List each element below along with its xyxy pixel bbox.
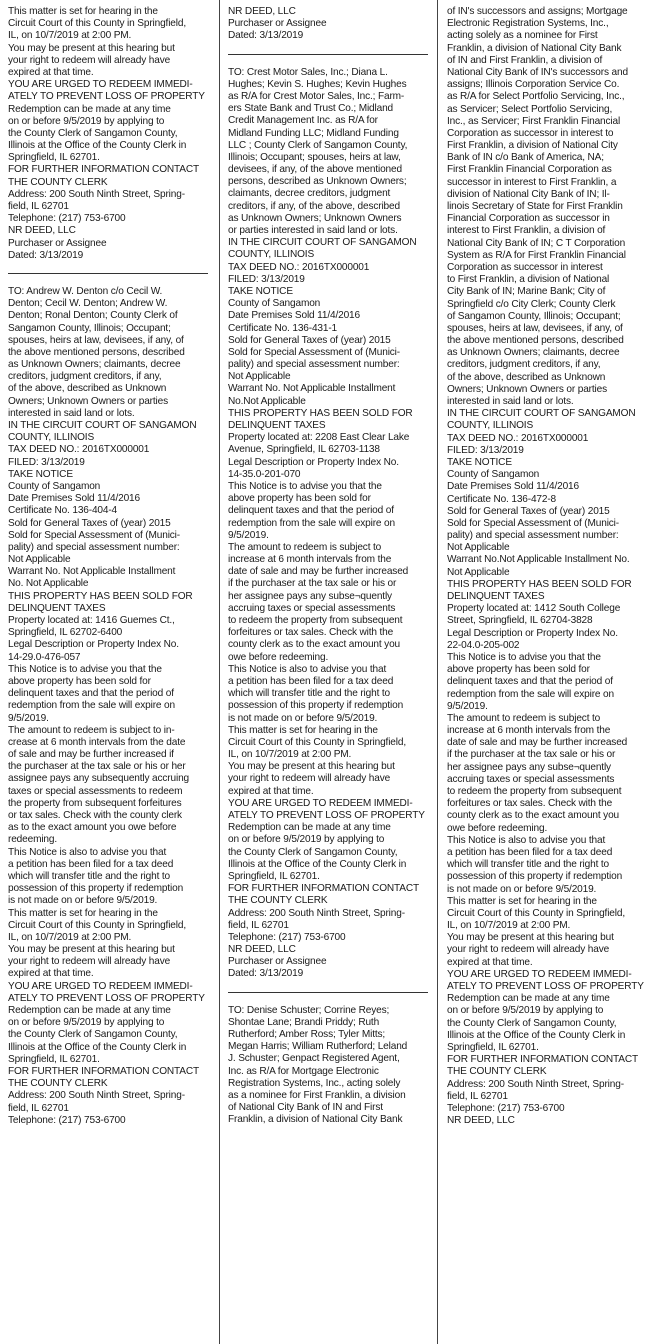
notice-text-line: Not Applicable bbox=[447, 542, 510, 554]
notice-text-line: possession of this property if redemption bbox=[8, 883, 184, 895]
notice-text-line: your right to redeem will already have bbox=[447, 944, 610, 956]
notice-text-line: Illinois at the Office of the County Clerk in bbox=[447, 1029, 626, 1041]
notice-text-line: YOU ARE URGED TO REDEEM IMMEDI- bbox=[8, 79, 193, 91]
notice-text-line: the County Clerk of Sangamon County, bbox=[8, 1029, 178, 1041]
notice-text-line: TAX DEED NO.: 2016TX000001 bbox=[447, 432, 589, 444]
notice-text-line: Corporation as successor in interest bbox=[447, 261, 603, 273]
notice-text-line: the purchaser at the tax sale or his or her bbox=[8, 761, 186, 773]
notice-text-line: IN THE CIRCUIT COURT OF SANGAMON bbox=[228, 237, 417, 249]
notice-text-line: IL, on 10/7/2019 at 2:00 PM. bbox=[447, 920, 571, 932]
notice-text-line: Legal Description or Property Index No. bbox=[228, 456, 399, 468]
notice-text-line: This Notice is also to advise you that bbox=[8, 846, 167, 858]
notice-text-line: crease at 6 month intervals from the date bbox=[8, 736, 186, 748]
notice-text-line: Certificate No. 136-431-1 bbox=[228, 322, 338, 334]
notice-text-line: 22-04.0-205-002 bbox=[447, 639, 520, 651]
notice-text-line: Sold for General Taxes of (year) 2015 bbox=[447, 505, 610, 517]
notice-text-line: Springfield, IL 62701. bbox=[8, 1053, 100, 1065]
notice-text-line: County of Sangamon bbox=[447, 469, 540, 481]
notice-text-line: You may be present at this hearing but bbox=[8, 42, 175, 54]
notice-text-line: IN THE CIRCUIT COURT OF SANGAMON bbox=[447, 408, 636, 420]
notice-text-line: Address: 200 South Ninth Street, Spring- bbox=[8, 188, 185, 200]
notice-text-line: Illinois at the Office of the County Clerk in bbox=[8, 140, 187, 152]
notice-text-line: ATELY TO PREVENT LOSS OF PROPERTY bbox=[8, 992, 205, 1004]
notice-text-line: as Unknown Owners; Unknown Owners bbox=[228, 212, 402, 224]
notice-text-line: forfeitures or tax sales. Check with the bbox=[228, 627, 394, 639]
notice-text-line: IL, on 10/7/2019 at 2:00 PM. bbox=[228, 749, 352, 761]
notice-text-line: Inc., as Servicer; First Franklin Financial bbox=[447, 115, 621, 127]
notice-text-line: a petition has been filed for a tax deed bbox=[447, 846, 613, 858]
notice-text-line: field, IL 62701 bbox=[8, 201, 69, 212]
notice-text-line: pality) and special assessment number: bbox=[228, 359, 400, 371]
notice-text-line: your right to redeem will already have bbox=[8, 54, 171, 66]
notice-text-line: the above mentioned persons, described bbox=[447, 335, 624, 347]
notice-text-line: Certificate No. 136-404-4 bbox=[8, 505, 118, 517]
notice-text-line: National City Bank of IN; C T Corporation bbox=[447, 237, 626, 249]
notice-text-line: FOR FURTHER INFORMATION CONTACT bbox=[447, 1054, 639, 1066]
notice-text-line: NR DEED, LLC bbox=[228, 944, 296, 956]
notice-text-line: on or before 9/5/2019 by applying to bbox=[228, 834, 385, 846]
notice-text-line: THIS PROPERTY HAS BEEN SOLD FOR bbox=[447, 578, 632, 590]
notice-text-line: The amount to redeem is subject to bbox=[228, 541, 382, 553]
notice-text-line: accruing taxes or special assessments bbox=[447, 773, 615, 785]
notice-column-1 bbox=[8, 6, 212, 1127]
notice-text-line: Illinois at the Office of the County Clerk in bbox=[8, 1041, 187, 1053]
notice-text-line: Redemption can be made at any time bbox=[228, 822, 391, 834]
notice-text-line: increase at 6 month intervals from the bbox=[447, 725, 611, 737]
notice-text-line: This Notice is also to advise you that bbox=[228, 663, 387, 675]
notice-text-line: Franklin, a division of National City Bank bbox=[228, 1114, 403, 1126]
notice-text-line: the County Clerk of Sangamon County, bbox=[8, 127, 178, 139]
legal-notice-block bbox=[8, 286, 212, 1127]
notice-text-line: date of sale and may be further increased bbox=[447, 737, 628, 749]
notice-text-line: Warrant No.Not Applicable Installment No. bbox=[447, 554, 630, 566]
notice-text-line: your right to redeem will already have bbox=[8, 956, 171, 968]
notice-text-line: LLC ; County Clerk of Sangamon County, bbox=[228, 139, 408, 151]
notice-text-line: Not Applicable bbox=[228, 371, 291, 383]
notice-text-line: Date Premises Sold 11/4/2016 bbox=[8, 493, 140, 505]
notice-text-line: THE COUNTY CLERK bbox=[8, 1078, 108, 1090]
notice-text-line: spouses, heirs at law, devisees, if any, of bbox=[8, 334, 184, 346]
notice-text-line: Springfield, IL 62702-6400 bbox=[8, 627, 123, 639]
notice-text-line: accruing taxes or special assessments bbox=[228, 602, 396, 614]
notice-text-line: on or before 9/5/2019 by applying to bbox=[8, 1017, 165, 1029]
notice-text-line: Sangamon County, Illinois; Occupant; bbox=[8, 322, 171, 334]
notice-text-line: Purchaser or Assignee bbox=[228, 18, 327, 30]
notice-text-line: Owners; Unknown Owners or parties bbox=[447, 383, 607, 395]
notice-text-line: Property located at: 1416 Guemes Ct., bbox=[8, 615, 175, 626]
notice-text-line: Megan Harris; William Rutherford; Leland bbox=[228, 1041, 408, 1053]
notice-text-line: or parties interested in said land or lots. bbox=[228, 225, 398, 236]
legal-notice-block bbox=[8, 6, 212, 262]
notice-text-line: Registration Systems, Inc., acting solely bbox=[228, 1077, 401, 1089]
notice-text-line: assigns; Illinois Corporation Service Co. bbox=[447, 79, 620, 91]
notice-text-line: This matter is set for hearing in the bbox=[8, 907, 158, 919]
legal-notice-block bbox=[228, 6, 432, 43]
notice-text-line: County of Sangamon bbox=[228, 298, 321, 310]
notice-text-line: TO: Andrew W. Denton c/o Cecil W. bbox=[8, 285, 163, 297]
notice-text-line: field, IL 62701 bbox=[8, 1102, 69, 1114]
notice-text-line: to First Franklin, a division of National bbox=[447, 274, 610, 286]
notice-text-line: 14-35.0-201-070 bbox=[228, 468, 301, 480]
notice-separator-rule bbox=[8, 273, 208, 274]
notice-text-line: of the above, described as Unknown bbox=[8, 383, 167, 395]
notice-text-line: Redemption can be made at any time bbox=[8, 1005, 171, 1016]
notice-text-line: the above mentioned persons, described bbox=[8, 346, 185, 358]
notice-text-line: Property located at: 1412 South College bbox=[447, 603, 621, 615]
notice-text-line: J. Schuster; Genpact Registered Agent, bbox=[228, 1053, 400, 1065]
notice-text-line: which will transfer title and the right to bbox=[447, 859, 610, 871]
notice-text-line: Credit Management Inc. as R/A for bbox=[228, 115, 378, 127]
notice-text-line: You may be present at this hearing but bbox=[228, 761, 395, 773]
notice-text-line: First Franklin Financial Corporation as bbox=[447, 164, 612, 176]
notice-text-line: Sold for Special Assessment of (Munici- bbox=[228, 346, 400, 358]
notice-text-line: THE COUNTY CLERK bbox=[228, 895, 328, 907]
notice-text-line: TAX DEED NO.: 2016TX000001 bbox=[228, 261, 370, 273]
notice-text-line: Springfield, IL 62701. bbox=[8, 152, 100, 164]
notice-text-line: owe before redeeming. bbox=[228, 651, 329, 663]
notice-text-line: pality) and special assessment number: bbox=[8, 541, 180, 553]
notice-text-line: Financial Corporation as successor in bbox=[447, 213, 610, 225]
notice-text-line: Sold for General Taxes of (year) 2015 bbox=[228, 334, 391, 346]
notice-text-line: increase at 6 month intervals from the bbox=[228, 554, 392, 566]
notice-text-line: Franklin, a division of National City Bank bbox=[447, 42, 622, 54]
notice-text-line: ATELY TO PREVENT LOSS OF PROPERTY bbox=[8, 91, 205, 103]
notice-text-line: Sold for Special Assessment of (Munici- bbox=[8, 529, 180, 541]
notice-text-line: This matter is set for hearing in the bbox=[447, 895, 597, 907]
notice-text-line: Property located at: 2208 East Clear Lake bbox=[228, 432, 410, 444]
notice-text-line: Dated: 3/13/2019 bbox=[8, 249, 84, 261]
notice-text-line: claimants, decree creditors, judgment bbox=[228, 188, 391, 200]
notice-text-line: System as R/A for First Franklin Financial bbox=[447, 249, 626, 261]
notice-text-line: the property from subsequent forfeitures bbox=[8, 797, 182, 809]
notice-text-line: to redeem the property from subsequent bbox=[447, 786, 622, 797]
notice-text-line: your right to redeem will already have bbox=[228, 773, 391, 785]
notice-text-line: as Unknown Owners; claimants, decree bbox=[447, 347, 620, 359]
notice-text-line: of Sangamon County, Illinois; Occupant; bbox=[447, 310, 621, 322]
notice-text-line: Circuit Court of this County in Springfield, bbox=[228, 736, 406, 748]
notice-text-line: You may be present at this hearing but bbox=[8, 944, 175, 956]
notice-text-line: Redemption can be made at any time bbox=[447, 993, 610, 1005]
legal-notice-block bbox=[447, 6, 651, 1127]
notice-text-line: if the purchaser at the tax sale or his or bbox=[447, 749, 616, 761]
notice-text-line: redemption from the sale will expire on bbox=[8, 700, 175, 712]
notice-text-line: Electronic Registration Systems, Inc., bbox=[447, 18, 609, 30]
notice-text-line: of the above, described as Unknown bbox=[447, 371, 606, 383]
notice-text-line: assignee pays any subsequently accruing bbox=[8, 773, 190, 785]
notice-text-line: County of Sangamon bbox=[8, 480, 101, 492]
notice-text-line: or tax sales. Check with the county clerk bbox=[8, 810, 182, 821]
notice-text-line: expired at that time. bbox=[8, 968, 94, 980]
notice-text-line: as Unknown Owners; claimants, decree bbox=[8, 359, 181, 371]
notice-text-line: creditors, judgment creditors, if any, bbox=[8, 371, 162, 383]
notice-text-line: This Notice is to advise you that the bbox=[447, 651, 601, 663]
notice-text-line: date of sale and may be further increased bbox=[228, 566, 409, 578]
notice-text-line: COUNTY, ILLINOIS bbox=[228, 249, 315, 261]
notice-text-line: Springfield c/o City Clerk; County Clerk bbox=[447, 298, 616, 310]
notice-text-line: NR DEED, LLC bbox=[8, 225, 76, 237]
notice-text-line: above property has been sold for bbox=[228, 493, 371, 505]
notice-text-line: owe before redeeming. bbox=[447, 822, 548, 834]
notice-text-line: delinquent taxes and that the period of bbox=[228, 505, 394, 517]
notice-text-line: above property has been sold for bbox=[8, 675, 151, 687]
notice-text-line: FILED: 3/13/2019 bbox=[228, 273, 305, 285]
notice-text-line: Not Applicable bbox=[447, 566, 510, 578]
notice-text-line: This Notice is to advise you that the bbox=[8, 663, 162, 675]
notice-text-line: Dated: 3/13/2019 bbox=[228, 30, 304, 42]
notice-text-line: Bank of IN c/o Bank of America, NA; bbox=[447, 152, 604, 164]
column-divider bbox=[437, 0, 438, 1344]
notice-text-line: 9/5/2019. bbox=[228, 529, 269, 541]
notice-text-line: as to the exact amount you owe before bbox=[8, 822, 177, 834]
notice-text-line: spouses, heirs at law, devisees, if any, of bbox=[447, 322, 623, 334]
notice-text-line: Address: 200 South Ninth Street, Spring- bbox=[8, 1090, 185, 1102]
notice-text-line: Address: 200 South Ninth Street, Spring- bbox=[447, 1078, 624, 1090]
notice-text-line: is not made on or before 9/5/2019. bbox=[228, 712, 378, 724]
notice-text-line: county clerk as to the exact amount you bbox=[228, 639, 401, 651]
notice-text-line: as a nominee for First Franklin, a division bbox=[228, 1089, 406, 1101]
notice-text-line: DELINQUENT TAXES bbox=[447, 591, 545, 602]
notice-text-line: devisees, if any, of the above mentioned bbox=[228, 164, 402, 176]
notice-text-line: of IN's successors and assigns; Mortgage bbox=[447, 6, 628, 17]
notice-text-line: above property has been sold for bbox=[447, 664, 590, 676]
notice-text-line: Street, Springfield, IL 62704-3828 bbox=[447, 615, 593, 627]
notice-text-line: Date Premises Sold 11/4/2016 bbox=[447, 481, 579, 493]
notice-text-line: which will transfer title and the right to bbox=[8, 870, 171, 882]
notice-text-line: interested in said land or lots. bbox=[447, 396, 574, 407]
notice-text-line: Address: 200 South Ninth Street, Spring- bbox=[228, 907, 405, 919]
notice-text-line: DELINQUENT TAXES bbox=[228, 420, 326, 431]
column-divider bbox=[219, 0, 220, 1344]
notice-text-line: to redeem the property from subsequent bbox=[228, 615, 403, 626]
notice-text-line: TAKE NOTICE bbox=[8, 468, 73, 480]
notice-text-line: county clerk as to the exact amount you bbox=[447, 810, 620, 822]
notice-text-line: TAKE NOTICE bbox=[447, 456, 512, 468]
notice-text-line: NR DEED, LLC bbox=[447, 1115, 515, 1127]
notice-text-line: Certificate No. 136-472-8 bbox=[447, 493, 557, 505]
notice-column-2 bbox=[228, 6, 432, 1127]
notice-text-line: Rutherford; Amber Ross; Tyler Mitts; bbox=[228, 1029, 386, 1040]
notice-text-line: persons, described as Unknown Owners; bbox=[228, 176, 407, 188]
notice-text-line: First Franklin, a division of National City bbox=[447, 140, 618, 152]
notice-text-line: her assignee pays any subse¬quently bbox=[447, 761, 611, 773]
notice-text-line: This matter is set for hearing in the bbox=[8, 6, 158, 17]
notice-text-line: as R/A for Select Portfolio Servicing, Inc., bbox=[447, 91, 625, 103]
notice-text-line: Purchaser or Assignee bbox=[8, 237, 107, 249]
notice-text-line: redemption from the sale will expire on bbox=[228, 517, 395, 529]
notice-text-line: THIS PROPERTY HAS BEEN SOLD FOR bbox=[228, 407, 413, 419]
notice-text-line: No.Not Applicable bbox=[228, 395, 306, 407]
notice-text-line: the County Clerk of Sangamon County, bbox=[447, 1017, 617, 1029]
notice-text-line: Illinois; Occupant; spouses, heirs at law, bbox=[228, 151, 401, 163]
notice-text-line: Inc. as R/A for Mortgage Electronic bbox=[228, 1065, 379, 1077]
notice-text-line: THE COUNTY CLERK bbox=[447, 1066, 547, 1078]
notice-text-line: interest to First Franklin, a division of bbox=[447, 225, 606, 237]
notice-text-line: The amount to redeem is subject to bbox=[447, 712, 601, 724]
notice-text-line: of National City Bank of IN and First bbox=[228, 1102, 383, 1114]
notice-text-line: field, IL 62701 bbox=[447, 1090, 508, 1102]
notice-text-line: IL, on 10/7/2019 at 2:00 PM. bbox=[8, 931, 132, 943]
notice-text-line: pality) and special assessment number: bbox=[447, 530, 619, 542]
notice-text-line: City Bank of IN; Marine Bank; City of bbox=[447, 286, 606, 298]
notice-text-line: COUNTY, ILLINOIS bbox=[447, 420, 534, 432]
notice-text-line: field, IL 62701 bbox=[228, 919, 289, 931]
notice-text-line: expired at that time. bbox=[8, 66, 94, 78]
notice-text-line: Hughes; Kevin S. Hughes; Kevin Hughes bbox=[228, 78, 407, 90]
notice-column-3 bbox=[447, 6, 651, 1127]
notice-text-line: Legal Description or Property Index No. bbox=[8, 639, 179, 651]
notice-text-line: division of National City Bank of IN; Il- bbox=[447, 188, 610, 200]
notice-text-line: of sale and may be further increased if bbox=[8, 749, 174, 761]
notice-separator-rule bbox=[228, 992, 428, 993]
notice-text-line: COUNTY, ILLINOIS bbox=[8, 432, 95, 444]
notice-text-line: Telephone: (217) 753-6700 bbox=[8, 213, 126, 225]
notice-text-line: Avenue, Springfield, IL 62703-1138 bbox=[228, 444, 380, 456]
notice-text-line: her assignee pays any subse¬quently bbox=[228, 590, 392, 602]
notice-text-line: Purchaser or Assignee bbox=[228, 956, 327, 968]
notice-text-line: DELINQUENT TAXES bbox=[8, 602, 106, 614]
notice-text-line: National City Bank of IN's successors and bbox=[447, 66, 628, 78]
notice-text-line: FILED: 3/13/2019 bbox=[8, 456, 85, 468]
legal-notice-block bbox=[228, 1005, 432, 1127]
notice-text-line: TAX DEED NO.: 2016TX000001 bbox=[8, 444, 150, 456]
notice-text-line: Dated: 3/13/2019 bbox=[228, 968, 304, 980]
notice-text-line: Springfield, IL 62701. bbox=[447, 1041, 539, 1053]
notice-text-line: on or before 9/5/2019 by applying to bbox=[447, 1005, 604, 1017]
notice-text-line: Telephone: (217) 753-6700 bbox=[8, 1114, 126, 1126]
notice-text-line: YOU ARE URGED TO REDEEM IMMEDI- bbox=[228, 797, 413, 809]
notice-text-line: of IN and First Franklin, a division of bbox=[447, 54, 603, 66]
notice-text-line: Telephone: (217) 753-6700 bbox=[447, 1102, 565, 1114]
notice-text-line: if the purchaser at the tax sale or his or bbox=[228, 578, 397, 590]
notice-text-line: Owners; Unknown Owners or parties bbox=[8, 395, 168, 407]
notice-text-line: No. Not Applicable bbox=[8, 578, 89, 590]
notice-text-line: You may be present at this hearing but bbox=[447, 932, 614, 944]
notice-text-line: This Notice is to advise you that the bbox=[228, 480, 382, 492]
notice-text-line: TO: Crest Motor Sales, Inc.; Diana L. bbox=[228, 66, 388, 78]
notice-text-line: Midland Funding LLC; Midland Funding bbox=[228, 127, 399, 139]
notice-text-line: creditors, if any, of the above, described bbox=[228, 200, 400, 212]
notice-text-line: Warrant No. Not Applicable Installment bbox=[228, 383, 396, 395]
notice-text-line: Circuit Court of this County in Springfield, bbox=[8, 18, 186, 30]
notice-text-line: 14-29.0-476-057 bbox=[8, 651, 81, 663]
notice-text-line: expired at that time. bbox=[447, 956, 533, 968]
notice-text-line: redeeming. bbox=[8, 834, 57, 846]
notice-text-line: FILED: 3/13/2019 bbox=[447, 444, 524, 456]
notice-text-line: ATELY TO PREVENT LOSS OF PROPERTY bbox=[228, 810, 425, 821]
notice-text-line: Shontae Lane; Brandi Priddy; Ruth bbox=[228, 1016, 380, 1028]
notice-text-line: a petition has been filed for a tax deed bbox=[8, 858, 174, 870]
notice-text-line: This matter is set for hearing in the bbox=[228, 724, 378, 736]
notice-text-line: YOU ARE URGED TO REDEEM IMMEDI- bbox=[447, 968, 632, 980]
notice-text-line: is not made on or before 9/5/2019. bbox=[8, 895, 158, 907]
notice-text-line: Circuit Court of this County in Springfield, bbox=[8, 919, 186, 931]
notice-text-line: Corporation as successor in interest to bbox=[447, 127, 614, 139]
notice-text-line: as R/A for Crest Motor Sales, Inc.; Farm- bbox=[228, 90, 405, 102]
notice-text-line: successor in interest to First Franklin, a bbox=[447, 176, 617, 188]
notice-text-line: IL, on 10/7/2019 at 2:00 PM. bbox=[8, 30, 132, 42]
notice-text-line: FOR FURTHER INFORMATION CONTACT bbox=[8, 1065, 200, 1077]
notice-text-line: Denton; Cecil W. Denton; Andrew W. bbox=[8, 298, 168, 310]
notice-text-line: linois Secretary of State for First Franklin bbox=[447, 201, 623, 212]
notice-text-line: Date Premises Sold 11/4/2016 bbox=[228, 310, 360, 322]
notice-text-line: creditors, judgment creditors, if any, bbox=[447, 359, 601, 371]
notice-text-line: which will transfer title and the right to bbox=[228, 688, 391, 700]
notice-text-line: interested in said land or lots. bbox=[8, 407, 135, 419]
notice-text-line: THE COUNTY CLERK bbox=[8, 176, 108, 188]
legal-notice-block bbox=[228, 67, 432, 981]
notice-text-line: IN THE CIRCUIT COURT OF SANGAMON bbox=[8, 420, 197, 431]
notice-text-line: The amount to redeem is subject to in- bbox=[8, 724, 175, 736]
notice-text-line: ATELY TO PREVENT LOSS OF PROPERTY bbox=[447, 981, 644, 992]
notice-text-line: Telephone: (217) 753-6700 bbox=[228, 931, 346, 943]
notice-text-line: on or before 9/5/2019 by applying to bbox=[8, 115, 165, 127]
notice-text-line: Denton; Ronal Denton; County Clerk of bbox=[8, 310, 178, 322]
notice-text-line: YOU ARE URGED TO REDEEM IMMEDI- bbox=[8, 980, 193, 992]
notice-text-line: 9/5/2019. bbox=[447, 700, 488, 712]
notice-text-line: Springfield, IL 62701. bbox=[228, 870, 320, 882]
notice-text-line: is not made on or before 9/5/2019. bbox=[447, 883, 597, 895]
notice-text-line: This Notice is also to advise you that bbox=[447, 834, 606, 846]
notice-text-line: Legal Description or Property Index No. bbox=[447, 627, 618, 639]
notice-separator-rule bbox=[228, 54, 428, 55]
notice-text-line: Redemption can be made at any time bbox=[8, 103, 171, 115]
notice-text-line: redemption from the sale will expire on bbox=[447, 688, 614, 700]
notice-text-line: taxes or special assessments to redeem bbox=[8, 785, 183, 797]
notice-text-line: the County Clerk of Sangamon County, bbox=[228, 846, 398, 858]
notice-text-line: Illinois at the Office of the County Clerk in bbox=[228, 858, 407, 870]
notice-text-line: 9/5/2019. bbox=[8, 712, 49, 724]
notice-text-line: a petition has been filed for a tax deed bbox=[228, 675, 394, 687]
notice-text-line: Circuit Court of this County in Springfield, bbox=[447, 907, 625, 919]
notice-text-line: acting solely as a nominee for First bbox=[447, 30, 598, 42]
notice-text-line: forfeitures or tax sales. Check with the bbox=[447, 798, 613, 810]
notice-text-line: Sold for Special Assessment of (Munici- bbox=[447, 517, 619, 529]
notice-text-line: delinquent taxes and that the period of bbox=[447, 676, 613, 688]
notice-text-line: possession of this property if redemption bbox=[228, 700, 404, 712]
notice-text-line: FOR FURTHER INFORMATION CONTACT bbox=[8, 164, 200, 176]
notice-text-line: THIS PROPERTY HAS BEEN SOLD FOR bbox=[8, 590, 193, 602]
notice-text-line: FOR FURTHER INFORMATION CONTACT bbox=[228, 883, 420, 895]
notice-text-line: TO: Denise Schuster; Corrine Reyes; bbox=[228, 1004, 390, 1016]
notice-text-line: as Servicer; Select Portfolio Servicing, bbox=[447, 103, 613, 115]
notice-text-line: TAKE NOTICE bbox=[228, 285, 293, 297]
notice-text-line: possession of this property if redemption bbox=[447, 871, 623, 883]
notice-text-line: Not Applicable bbox=[8, 554, 71, 566]
notice-text-line: delinquent taxes and that the period of bbox=[8, 688, 174, 700]
notice-text-line: Sold for General Taxes of (year) 2015 bbox=[8, 517, 171, 529]
notice-text-line: expired at that time. bbox=[228, 785, 314, 797]
notice-text-line: ers State Bank and Trust Co.; Midland bbox=[228, 103, 394, 115]
notice-text-line: NR DEED, LLC bbox=[228, 6, 296, 17]
notice-text-line: Warrant No. Not Applicable Installment bbox=[8, 566, 176, 578]
